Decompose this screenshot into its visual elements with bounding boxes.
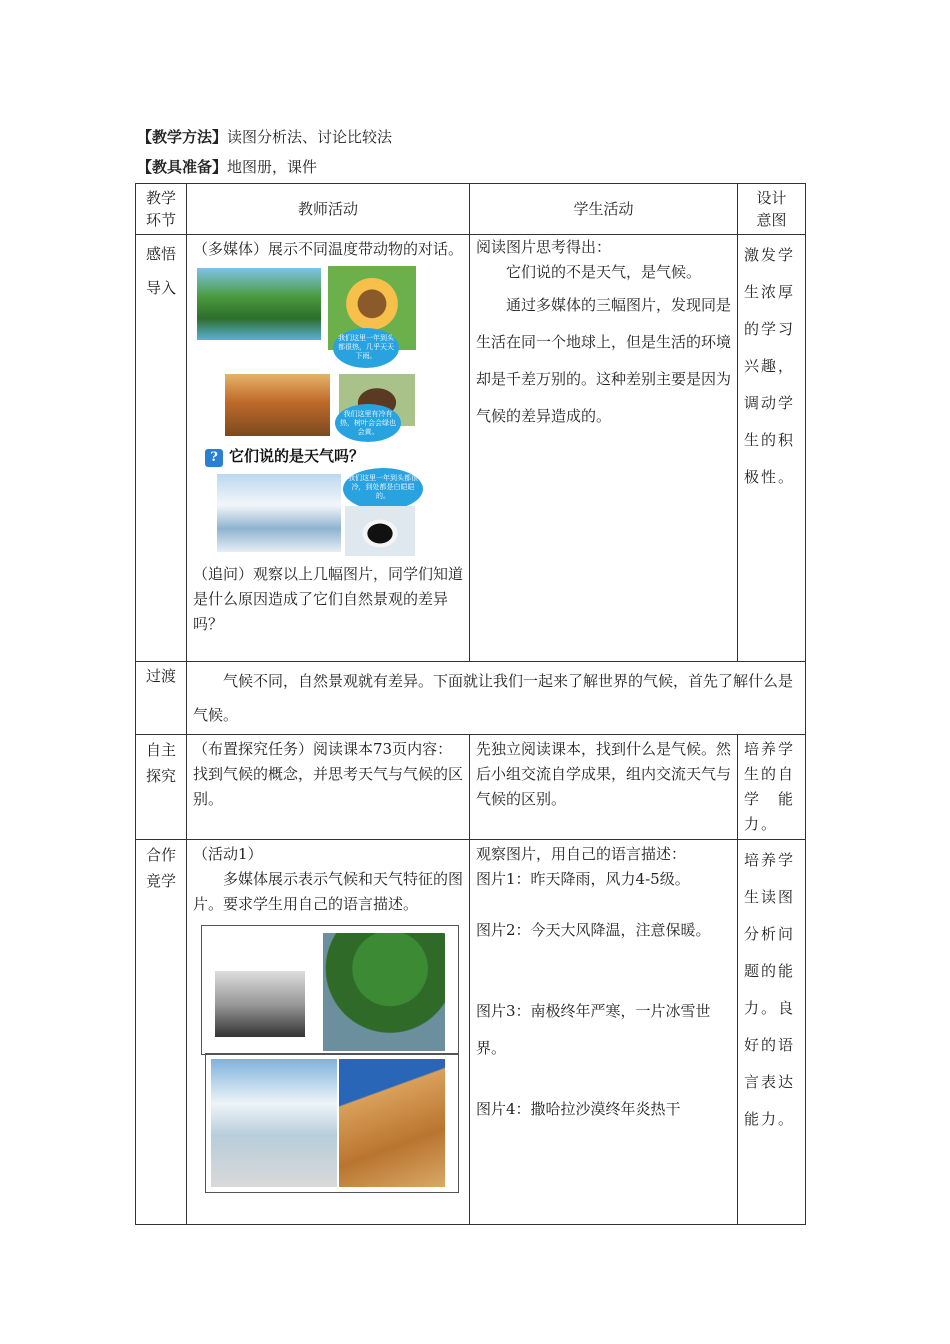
student-intro-text2: 它们说的不是天气，是气候。 — [506, 263, 702, 281]
table-row-transition — [136, 662, 806, 735]
teaching-method-line — [137, 126, 392, 147]
speech-bubble-3: 我们这里一年到头都很冷，到处都是白皑皑的。 — [343, 468, 423, 510]
teacher-coop-text1: （活动1） — [193, 845, 263, 863]
header-student: 学生活动 — [470, 184, 738, 235]
teacher-explore: （布置探究任务）阅读课本73页内容：找到气候的概念，并思考天气与气候的区别。 — [187, 735, 470, 840]
sahara-desert-photo — [339, 1059, 445, 1187]
table-row-intro — [136, 235, 806, 662]
windy-street-photo — [215, 971, 305, 1037]
design-coop: 培养学生读图分析问题的能力。良好的语言表达能力。 — [738, 840, 806, 1225]
student-coop-text5: 图片4：撒哈拉沙漠终年炎热干 — [476, 1100, 681, 1118]
section-transition: 过渡 — [136, 662, 187, 735]
section-explore: 自主 探究 — [136, 735, 187, 840]
speech-bubble-1: 我们这里一年到头都很热，几乎天天下雨。 — [333, 328, 399, 368]
student-coop-text3: 图片2：今天大风降温，注意保暖。 — [476, 921, 711, 939]
student-intro-text1: 阅读图片思考得出： — [476, 238, 612, 256]
question-icon: ? — [205, 449, 223, 467]
student-intro-text3: 通过多媒体的三幅图片，发现同是生活在同一个地球上，但是生活的环境却是千差万别的。这种差别主要是因为气候的差异造成的。 — [476, 296, 732, 425]
teaching-tools-label: 【教具准备】 — [137, 158, 228, 176]
question-line — [205, 444, 364, 469]
student-explore: 先独立阅读课本，找到什么是气候。然后小组交流自学成果，组内交流天气与气候的区别。 — [470, 735, 738, 840]
section-intro: 感悟 导入 — [136, 235, 187, 662]
animal-dialogue-figure — [193, 266, 463, 558]
table-header-row — [136, 184, 806, 235]
teacher-coop — [187, 840, 470, 1225]
teaching-tools-line — [137, 156, 317, 177]
design-intro: 激发学生浓厚的学习兴趣，调动学生的积极性。 — [738, 235, 806, 662]
section-coop: 合作 竟学 — [136, 840, 187, 1225]
rainforest-photo — [197, 268, 321, 340]
antarctic-penguins-photo — [211, 1059, 337, 1187]
teacher-intro-text2: （追问）观察以上几幅图片，同学们知道是什么原因造成了它们自然景观的差异吗？ — [193, 565, 464, 633]
teacher-intro-text1: （多媒体）展示不同温度带动物的对话。 — [193, 240, 464, 258]
rain-tree-photo — [323, 933, 445, 1051]
teacher-coop-text2: 多媒体展示表示气候和天气特征的图片。要求学生用自己的语言描述。 — [193, 870, 464, 913]
header-design: 设计 意图 — [738, 184, 806, 235]
student-coop-text1: 观察图片，用自己的语言描述： — [476, 845, 687, 863]
teaching-method-value: 读图分析法、讨论比较法 — [227, 128, 393, 146]
design-explore: 培养学生的自学 能力。 — [738, 735, 806, 840]
teacher-intro — [187, 235, 470, 662]
table-row-explore — [136, 735, 806, 840]
student-coop-text4: 图片3：南极终年严寒，一片冰雪世界。 — [476, 1002, 711, 1057]
student-coop-text2: 图片1：昨天降雨，风力4-5级。 — [476, 870, 690, 888]
header-section: 教学 环节 — [136, 184, 187, 235]
penguin-photo — [345, 506, 415, 556]
speech-bubble-2: 我们这里有冷有热，树叶会会绿也会黄。 — [335, 404, 401, 442]
teaching-tools-value: 地图册，课件 — [227, 158, 318, 176]
table-row-coop — [136, 840, 806, 1225]
student-intro — [470, 235, 738, 662]
question-text: 它们说的是天气吗？ — [229, 447, 365, 465]
student-coop — [470, 840, 738, 1225]
teaching-method-label: 【教学方法】 — [137, 128, 228, 146]
header-teacher: 教师活动 — [187, 184, 470, 235]
lesson-plan-table — [135, 183, 806, 1225]
antarctic-photo — [217, 474, 341, 552]
transition-text: 气候不同，自然景观就有差异。下面就让我们一起来了解世界的气候，首先了解什么是气候。 — [187, 662, 806, 735]
weather-climate-figure — [193, 925, 463, 1193]
autumn-forest-photo — [225, 374, 330, 436]
